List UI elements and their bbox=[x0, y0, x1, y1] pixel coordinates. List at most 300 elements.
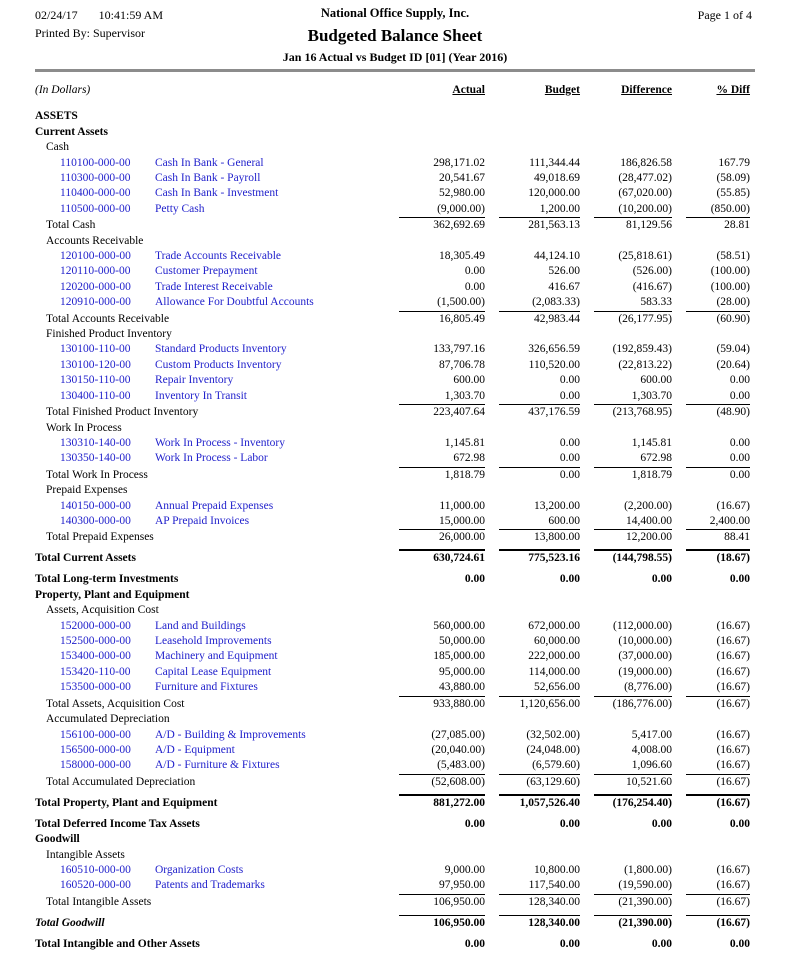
print-time: 10:41:59 AM bbox=[98, 8, 164, 22]
account-number-link[interactable]: 140150-000-00 bbox=[60, 499, 131, 512]
budget-value: 222,000.00 bbox=[528, 650, 580, 663]
budget-value: 110,520.00 bbox=[528, 358, 580, 371]
pct-diff-value: (16.67) bbox=[716, 863, 750, 876]
actual-value: 18,305.49 bbox=[439, 250, 485, 263]
row-label: Prepaid Expenses bbox=[46, 484, 128, 497]
account-cell bbox=[35, 187, 385, 200]
difference-value: (1,800.00) bbox=[624, 863, 672, 876]
account-cell bbox=[35, 172, 385, 185]
header-divider-rule bbox=[35, 69, 755, 72]
account-row bbox=[35, 278, 750, 293]
account-row bbox=[35, 263, 750, 278]
actual-value: 933,880.00 bbox=[385, 696, 485, 711]
account-name-link[interactable]: Organization Costs bbox=[155, 863, 244, 876]
actual-value: 106,950.00 bbox=[385, 894, 485, 909]
account-row bbox=[35, 450, 750, 465]
group-header-row bbox=[35, 482, 750, 497]
actual-value: 0.00 bbox=[464, 265, 485, 278]
account-number-link[interactable]: 110500-000-00 bbox=[60, 202, 131, 215]
account-cell bbox=[35, 759, 385, 772]
print-date: 02/24/17 bbox=[35, 8, 78, 22]
grand-total-row bbox=[35, 810, 750, 831]
account-number-link[interactable]: 153420-110-00 bbox=[60, 665, 131, 678]
account-name-link[interactable]: Work In Process - Inventory bbox=[155, 436, 286, 449]
account-cell bbox=[35, 729, 385, 742]
row-label: Finished Product Inventory bbox=[46, 328, 172, 341]
budget-value: 281,563.13 bbox=[485, 217, 580, 232]
account-name-link[interactable]: Repair Inventory bbox=[155, 374, 234, 387]
difference-value: 1,818.79 bbox=[580, 467, 672, 482]
budget-value: 437,176.59 bbox=[485, 404, 580, 419]
account-cell bbox=[35, 296, 385, 309]
account-cell bbox=[35, 452, 385, 465]
difference-value: 4,008.00 bbox=[631, 743, 672, 756]
difference-value: (67,020.00) bbox=[618, 187, 672, 200]
account-row bbox=[35, 170, 750, 185]
pct-diff-value: (16.67) bbox=[672, 915, 750, 930]
budget-value: 120,000.00 bbox=[528, 187, 580, 200]
pct-diff-value: (100.00) bbox=[710, 265, 750, 278]
account-number-link[interactable]: 120110-000-00 bbox=[60, 265, 131, 278]
row-label: Total Current Assets bbox=[35, 552, 136, 565]
difference-value: (526.00) bbox=[632, 265, 672, 278]
budget-value: 111,344.44 bbox=[529, 156, 580, 169]
account-cell bbox=[35, 879, 385, 892]
account-name-link[interactable]: AP Prepaid Invoices bbox=[155, 514, 250, 527]
budget-value: (63,129.60) bbox=[485, 774, 580, 789]
difference-value: (25,818.61) bbox=[618, 250, 672, 263]
total-row bbox=[35, 528, 750, 545]
row-label: Total Goodwill bbox=[35, 916, 105, 929]
budget-value: 0.00 bbox=[559, 937, 580, 950]
difference-value: 583.33 bbox=[640, 296, 672, 309]
report-header bbox=[0, 0, 790, 70]
group-header-row bbox=[35, 846, 750, 861]
account-row bbox=[35, 497, 750, 512]
account-cell bbox=[35, 515, 385, 528]
difference-value: (186,776.00) bbox=[580, 696, 672, 711]
actual-value: (1,500.00) bbox=[437, 296, 485, 309]
budget-value: 0.00 bbox=[559, 452, 580, 465]
budget-value: 0.00 bbox=[559, 436, 580, 449]
pct-diff-value: (55.85) bbox=[716, 187, 750, 200]
budget-value: 0.00 bbox=[559, 374, 580, 387]
account-row bbox=[35, 341, 750, 356]
row-label: Total Intangible and Other Assets bbox=[35, 937, 200, 950]
account-name-link[interactable]: Work In Process - Labor bbox=[155, 452, 268, 465]
column-header-row bbox=[0, 84, 790, 102]
account-name-link[interactable]: Patents and Trademarks bbox=[155, 879, 265, 892]
account-row bbox=[35, 435, 750, 450]
difference-value: 81,129.56 bbox=[580, 217, 672, 232]
account-name-link[interactable]: Land and Buildings bbox=[155, 619, 246, 632]
account-number-link[interactable]: 130350-140-00 bbox=[60, 452, 131, 465]
actual-value: 0.00 bbox=[464, 937, 485, 950]
difference-value: 0.00 bbox=[651, 573, 672, 586]
total-row bbox=[35, 892, 750, 909]
account-number-link[interactable]: 130150-110-00 bbox=[60, 374, 131, 387]
account-row bbox=[35, 862, 750, 877]
budget-value: 52,656.00 bbox=[534, 681, 580, 694]
account-name-link[interactable]: Trade Accounts Receivable bbox=[155, 250, 282, 263]
account-row bbox=[35, 757, 750, 772]
total-row bbox=[35, 403, 750, 420]
pct-diff-value: (16.67) bbox=[716, 665, 750, 678]
grand-total-row bbox=[35, 909, 750, 930]
account-cell bbox=[35, 437, 385, 450]
account-number-link[interactable]: 153500-000-00 bbox=[60, 681, 131, 694]
total-row bbox=[35, 772, 750, 789]
row-label: Accounts Receivable bbox=[46, 234, 144, 247]
pct-diff-value: (16.67) bbox=[716, 681, 750, 694]
account-number-link[interactable]: 140300-000-00 bbox=[60, 514, 131, 527]
pct-diff-value: 0.00 bbox=[729, 452, 750, 465]
total-row bbox=[35, 309, 750, 326]
pct-diff-value: (16.67) bbox=[716, 499, 750, 512]
difference-value: 0.00 bbox=[651, 937, 672, 950]
actual-value: 1,818.79 bbox=[385, 467, 485, 482]
pct-diff-value: (58.09) bbox=[716, 171, 750, 184]
col-header-difference: Difference bbox=[621, 84, 672, 96]
account-name-link[interactable]: Machinery and Equipment bbox=[155, 650, 278, 663]
budget-value: 672,000.00 bbox=[528, 619, 580, 632]
account-name-link[interactable]: Capital Lease Equipment bbox=[155, 665, 272, 678]
account-cell bbox=[35, 250, 385, 263]
difference-value: 1,145.81 bbox=[631, 436, 672, 449]
budget-value: 326,656.59 bbox=[528, 343, 580, 356]
row-label: ASSETS bbox=[35, 110, 78, 123]
pct-diff-value: (16.67) bbox=[716, 743, 750, 756]
actual-value: 881,272.00 bbox=[385, 794, 485, 810]
printed-by-text: Printed By: Supervisor bbox=[35, 26, 145, 40]
difference-value: (22,813.22) bbox=[618, 358, 672, 371]
actual-value: 11,000.00 bbox=[439, 499, 485, 512]
total-row bbox=[35, 465, 750, 482]
account-row bbox=[35, 726, 750, 741]
account-cell bbox=[35, 374, 385, 387]
difference-value: (416.67) bbox=[632, 280, 672, 293]
pct-diff-value: (16.67) bbox=[716, 619, 750, 632]
budget-value: 60,000.00 bbox=[534, 635, 580, 648]
pct-diff-value: (28.00) bbox=[716, 296, 750, 309]
account-number-link[interactable]: 152000-000-00 bbox=[60, 619, 131, 632]
budget-value: 128,340.00 bbox=[485, 894, 580, 909]
pct-diff-value: 0.00 bbox=[729, 436, 750, 449]
account-row bbox=[35, 356, 750, 371]
account-number-link[interactable]: 153400-000-00 bbox=[60, 650, 131, 663]
row-label: Current Assets bbox=[35, 125, 108, 138]
pct-diff-value: (18.67) bbox=[672, 549, 750, 565]
account-row bbox=[35, 248, 750, 263]
difference-value: (19,000.00) bbox=[618, 665, 672, 678]
account-name-link[interactable]: Cash In Bank - General bbox=[155, 156, 264, 169]
actual-value: 223,407.64 bbox=[385, 404, 485, 419]
actual-value: 106,950.00 bbox=[385, 915, 485, 930]
account-name-link[interactable]: Cash In Bank - Payroll bbox=[155, 171, 261, 184]
actual-value: 185,000.00 bbox=[433, 650, 485, 663]
difference-value: (19,590.00) bbox=[618, 879, 672, 892]
account-number-link[interactable]: 130100-110-00 bbox=[60, 343, 131, 356]
actual-value: 87,706.78 bbox=[439, 358, 485, 371]
pct-diff-value: 167.79 bbox=[718, 156, 750, 169]
company-name: National Office Supply, Inc. bbox=[320, 6, 470, 20]
budget-value: 1,057,526.40 bbox=[485, 794, 580, 810]
account-number-link[interactable]: 130400-110-00 bbox=[60, 389, 131, 402]
account-number-link[interactable]: 120100-000-00 bbox=[60, 250, 131, 263]
group-header-row bbox=[35, 326, 750, 341]
pct-diff-value: (16.67) bbox=[672, 794, 750, 810]
col-header-budget: Budget bbox=[544, 84, 580, 96]
row-label: Goodwill bbox=[35, 833, 80, 846]
account-row bbox=[35, 679, 750, 694]
account-name-link[interactable]: Cash In Bank - Investment bbox=[155, 187, 279, 200]
account-cell bbox=[35, 650, 385, 663]
account-cell bbox=[35, 359, 385, 372]
account-row bbox=[35, 663, 750, 678]
actual-value: 50,000.00 bbox=[439, 635, 485, 648]
account-name-link[interactable]: Allowance For Doubtful Accounts bbox=[155, 296, 314, 309]
account-number-link[interactable]: 110400-000-00 bbox=[60, 187, 131, 200]
account-cell bbox=[35, 343, 385, 356]
account-name-link[interactable]: A/D - Equipment bbox=[155, 743, 235, 756]
actual-value: 0.00 bbox=[464, 817, 485, 830]
account-name-link[interactable]: Leasehold Improvements bbox=[155, 635, 272, 648]
budget-value: 775,523.16 bbox=[485, 549, 580, 565]
report-subtitle: Jan 16 Actual vs Budget ID [01] (Year 2016) bbox=[282, 50, 508, 64]
actual-value: 0.00 bbox=[464, 280, 485, 293]
account-number-link[interactable]: 110100-000-00 bbox=[60, 156, 131, 169]
account-row bbox=[35, 372, 750, 387]
account-cell bbox=[35, 635, 385, 648]
row-label: Total Deferred Income Tax Assets bbox=[35, 817, 200, 830]
actual-value: 298,171.02 bbox=[433, 156, 485, 169]
account-row bbox=[35, 648, 750, 663]
grand-total-row bbox=[35, 930, 750, 951]
row-label: Accumulated Depreciation bbox=[46, 713, 170, 726]
pct-diff-value: (58.51) bbox=[716, 250, 750, 263]
difference-value: 1,096.60 bbox=[631, 759, 672, 772]
difference-value: (144,798.55) bbox=[580, 549, 672, 565]
pct-diff-value: (20.64) bbox=[716, 358, 750, 371]
actual-value: (52,608.00) bbox=[385, 774, 485, 789]
actual-value: 16,805.49 bbox=[385, 311, 485, 326]
budget-value: 114,000.00 bbox=[528, 665, 580, 678]
actual-value: 9,000.00 bbox=[444, 863, 485, 876]
difference-value: (26,177.95) bbox=[580, 311, 672, 326]
budget-value: (24,048.00) bbox=[526, 743, 580, 756]
account-row bbox=[35, 742, 750, 757]
difference-value: 672.98 bbox=[640, 452, 672, 465]
grand-total-row bbox=[35, 544, 750, 565]
group-header-row bbox=[35, 711, 750, 726]
account-cell bbox=[35, 281, 385, 294]
group-header-row bbox=[35, 419, 750, 434]
pct-diff-value: 0.00 bbox=[729, 389, 750, 402]
actual-value: (5,483.00) bbox=[437, 759, 485, 772]
pct-diff-value: 0.00 bbox=[672, 467, 750, 482]
account-number-link[interactable]: 130100-120-00 bbox=[60, 358, 131, 371]
row-label: Total Work In Process bbox=[46, 468, 148, 481]
account-row bbox=[35, 154, 750, 169]
account-name-link[interactable]: A/D - Furniture & Fixtures bbox=[155, 759, 280, 772]
row-label: Total Intangible Assets bbox=[46, 895, 152, 908]
budget-value: 1,200.00 bbox=[539, 202, 580, 215]
account-row bbox=[35, 294, 750, 309]
row-label: Total Accumulated Depreciation bbox=[46, 775, 196, 788]
account-name-link[interactable]: Standard Products Inventory bbox=[155, 343, 287, 356]
account-name-link[interactable]: Customer Prepayment bbox=[155, 265, 258, 278]
grand-total-row bbox=[35, 565, 750, 586]
budget-value: 128,340.00 bbox=[485, 915, 580, 930]
actual-value: 43,880.00 bbox=[439, 681, 485, 694]
col-header-pct-diff: % Diff bbox=[716, 84, 750, 96]
row-label: Total Finished Product Inventory bbox=[46, 406, 199, 419]
section-header-row bbox=[35, 123, 750, 138]
account-row bbox=[35, 185, 750, 200]
difference-value: (192,859.43) bbox=[612, 343, 672, 356]
actual-value: 672.98 bbox=[453, 452, 485, 465]
actual-value: (9,000.00) bbox=[437, 202, 485, 215]
pct-diff-value: (16.67) bbox=[716, 759, 750, 772]
col-header-actual: Actual bbox=[452, 84, 485, 96]
account-row bbox=[35, 200, 750, 215]
pct-diff-value: 88.41 bbox=[672, 529, 750, 544]
account-number-link[interactable]: 130310-140-00 bbox=[60, 436, 131, 449]
pct-diff-value: (16.67) bbox=[716, 635, 750, 648]
pct-diff-value: (59.04) bbox=[716, 343, 750, 356]
budget-value: 0.00 bbox=[559, 817, 580, 830]
pct-diff-value: (16.67) bbox=[672, 696, 750, 711]
account-number-link[interactable]: 160510-000-00 bbox=[60, 863, 131, 876]
report-body bbox=[0, 102, 790, 951]
account-cell bbox=[35, 620, 385, 633]
actual-value: 1,145.81 bbox=[444, 436, 485, 449]
account-name-link[interactable]: A/D - Building & Improvements bbox=[155, 728, 306, 741]
grand-total-row bbox=[35, 789, 750, 810]
account-number-link[interactable]: 156500-000-00 bbox=[60, 743, 131, 756]
budget-value: 600.00 bbox=[548, 514, 580, 527]
actual-value: 97,950.00 bbox=[439, 879, 485, 892]
budget-value: 0.00 bbox=[485, 467, 580, 482]
pct-diff-value: 0.00 bbox=[729, 937, 750, 950]
budget-value: 49,018.69 bbox=[534, 171, 580, 184]
account-name-link[interactable]: Trade Interest Receivable bbox=[155, 280, 273, 293]
row-label: Total Property, Plant and Equipment bbox=[35, 796, 218, 809]
pct-diff-value: (16.67) bbox=[716, 879, 750, 892]
actual-value: 20,541.67 bbox=[439, 171, 485, 184]
pct-diff-value: (60.90) bbox=[672, 311, 750, 326]
actual-value: 95,000.00 bbox=[439, 665, 485, 678]
difference-value: 5,417.00 bbox=[631, 728, 672, 741]
difference-value: (2,200.00) bbox=[624, 499, 672, 512]
actual-value: 1,303.70 bbox=[444, 389, 485, 402]
actual-value: 362,692.69 bbox=[385, 217, 485, 232]
budget-value: (32,502.00) bbox=[526, 728, 580, 741]
row-label: Total Accounts Receivable bbox=[46, 312, 170, 325]
pct-diff-value: 2,400.00 bbox=[709, 514, 750, 527]
account-number-link[interactable]: 152500-000-00 bbox=[60, 635, 131, 648]
total-row bbox=[35, 694, 750, 711]
actual-value: (27,085.00) bbox=[431, 728, 485, 741]
budget-value: (2,083.33) bbox=[532, 296, 580, 309]
actual-value: 15,000.00 bbox=[439, 514, 485, 527]
pct-diff-value: 0.00 bbox=[729, 573, 750, 586]
account-number-link[interactable]: 158000-000-00 bbox=[60, 759, 131, 772]
budget-value: 117,540.00 bbox=[528, 879, 580, 892]
row-label: Total Assets, Acquisition Cost bbox=[46, 697, 185, 710]
section-header-row bbox=[35, 586, 750, 601]
difference-value: (10,000.00) bbox=[618, 635, 672, 648]
account-number-link[interactable]: 156100-000-00 bbox=[60, 728, 131, 741]
section-header-row bbox=[35, 831, 750, 846]
row-label: Total Prepaid Expenses bbox=[46, 531, 154, 544]
budget-value: 44,124.10 bbox=[534, 250, 580, 263]
actual-value: 630,724.61 bbox=[385, 549, 485, 565]
account-cell bbox=[35, 500, 385, 513]
account-row bbox=[35, 387, 750, 402]
account-name-link[interactable]: Custom Products Inventory bbox=[155, 358, 282, 371]
actual-value: 133,797.16 bbox=[433, 343, 485, 356]
actual-value: 560,000.00 bbox=[433, 619, 485, 632]
account-row bbox=[35, 633, 750, 648]
difference-value: 10,521.60 bbox=[580, 774, 672, 789]
account-cell bbox=[35, 864, 385, 877]
total-row bbox=[35, 216, 750, 233]
account-name-link[interactable]: Furniture and Fixtures bbox=[155, 681, 258, 694]
row-label: Work In Process bbox=[46, 421, 122, 434]
account-cell bbox=[35, 666, 385, 679]
account-number-link[interactable]: 120910-000-00 bbox=[60, 296, 131, 309]
pct-diff-value: 28.81 bbox=[672, 217, 750, 232]
row-label: Intangible Assets bbox=[46, 848, 125, 861]
group-header-row bbox=[35, 232, 750, 247]
account-row bbox=[35, 513, 750, 528]
difference-value: 14,400.00 bbox=[626, 514, 672, 527]
account-name-link[interactable]: Petty Cash bbox=[155, 202, 205, 215]
page-indicator: Page 1 of 4 bbox=[697, 8, 752, 22]
budget-value: 416.67 bbox=[548, 280, 580, 293]
budget-value: 0.00 bbox=[559, 389, 580, 402]
account-number-link[interactable]: 110300-000-00 bbox=[60, 171, 131, 184]
difference-value: (21,390.00) bbox=[580, 894, 672, 909]
account-cell bbox=[35, 390, 385, 403]
pct-diff-value: 0.00 bbox=[729, 374, 750, 387]
pct-diff-value: (48.90) bbox=[672, 404, 750, 419]
account-number-link[interactable]: 160520-000-00 bbox=[60, 879, 131, 892]
account-cell bbox=[35, 203, 385, 216]
actual-value: (20,040.00) bbox=[431, 743, 485, 756]
account-name-link[interactable]: Annual Prepaid Expenses bbox=[155, 499, 274, 512]
difference-value: (28,477.02) bbox=[618, 171, 672, 184]
actual-value: 600.00 bbox=[453, 374, 485, 387]
report-title: Budgeted Balance Sheet bbox=[307, 26, 483, 45]
pct-diff-value: (16.67) bbox=[716, 650, 750, 663]
budget-value: 0.00 bbox=[559, 573, 580, 586]
actual-value: 0.00 bbox=[464, 573, 485, 586]
difference-value: (21,390.00) bbox=[580, 915, 672, 930]
difference-value: 1,303.70 bbox=[631, 389, 672, 402]
account-row bbox=[35, 877, 750, 892]
budget-value: 1,120,656.00 bbox=[485, 696, 580, 711]
difference-value: (176,254.40) bbox=[580, 794, 672, 810]
difference-value: 12,200.00 bbox=[580, 529, 672, 544]
account-name-link[interactable]: Inventory In Transit bbox=[155, 389, 247, 402]
actual-value: 52,980.00 bbox=[439, 187, 485, 200]
account-number-link[interactable]: 120200-000-00 bbox=[60, 280, 131, 293]
account-cell bbox=[35, 744, 385, 757]
difference-value: (37,000.00) bbox=[618, 650, 672, 663]
row-label: Assets, Acquisition Cost bbox=[46, 604, 159, 617]
